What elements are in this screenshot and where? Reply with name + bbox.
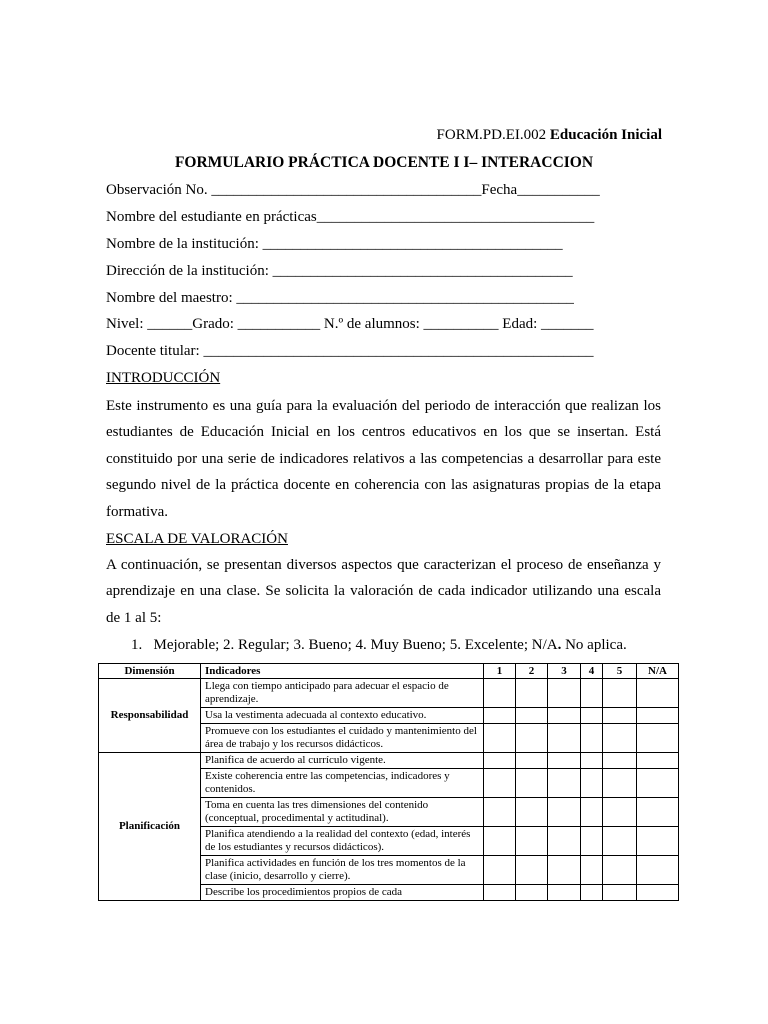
rating-cell-1[interactable] [484,798,516,827]
rating-cell-4[interactable] [581,708,603,724]
header-col-4: 4 [581,664,603,679]
rating-cell-5[interactable] [603,724,637,753]
escala-paragraph [106,552,661,631]
rating-cell-3[interactable] [548,885,581,901]
document-title: FORMULARIO PRÁCTICA DOCENTE I I– INTERACCION [174,154,594,171]
header-col-1: 1 [484,664,516,679]
indicator-cell: Promueve con los estudiantes el cuidado y mantenimiento del área de trabajo y los recursos didácticos. [201,724,484,753]
scale-item-dot: . [557,637,562,653]
rating-cell-4[interactable] [581,769,603,798]
rating-cell-4[interactable] [581,798,603,827]
rating-cell-na[interactable] [637,885,679,901]
rating-cell-1[interactable] [484,724,516,753]
rating-cell-1[interactable] [484,708,516,724]
rating-cell-2[interactable] [516,827,548,856]
dimension-planificacion: Planificación [99,753,201,901]
field-nivel: Nivel: ______Grado: ___________ N.º de alumnos: __________ Edad: _______ [106,316,594,332]
table-row [99,679,679,708]
header-dimension: Dimensión [99,664,201,679]
field-institucion: Nombre de la institución: ________________________________________ [106,236,563,252]
indicator-cell: Describe los procedimientos propios de cada [201,885,484,901]
rating-cell-2[interactable] [516,769,548,798]
header-col-5: 5 [603,664,637,679]
rating-cell-1[interactable] [484,753,516,769]
introduccion-paragraph [106,393,661,525]
rating-cell-5[interactable] [603,753,637,769]
indicator-cell: Llega con tiempo anticipado para adecuar el espacio de aprendizaje. [201,679,484,708]
rating-cell-2[interactable] [516,708,548,724]
rating-cell-2[interactable] [516,724,548,753]
rating-cell-na[interactable] [637,856,679,885]
rating-cell-5[interactable] [603,856,637,885]
paragraph-line: aprendizaje en una clase. Se solicita la valoración de cada indicador utilizando una escala [106,583,661,600]
paragraph-line: estudiantes de Educación Inicial en los centros educativos en los que se insertan. Está [106,424,661,441]
paragraph-line: de 1 al 5: [106,609,162,626]
rating-cell-3[interactable] [548,827,581,856]
rating-cell-1[interactable] [484,679,516,708]
paragraph-line: formativa. [106,503,169,520]
evaluation-table [98,663,679,901]
header-col-3: 3 [548,664,581,679]
escala-heading: ESCALA DE VALORACIÓN [106,531,288,547]
rating-cell-4[interactable] [581,753,603,769]
indicator-cell: Existe coherencia entre las competencias, indicadores y contenidos. [201,769,484,798]
rating-cell-2[interactable] [516,679,548,708]
form-code-number: FORM.PD.EI.002 [436,127,547,143]
indicator-cell: Usa la vestimenta adecuada al contexto educativo. [201,708,484,724]
header-indicadores: Indicadores [201,664,484,679]
dimension-responsabilidad: Responsabilidad [99,679,201,753]
rating-cell-3[interactable] [548,856,581,885]
rating-cell-5[interactable] [603,708,637,724]
rating-cell-na[interactable] [637,708,679,724]
rating-cell-4[interactable] [581,827,603,856]
rating-cell-3[interactable] [548,679,581,708]
header-col-2: 2 [516,664,548,679]
rating-cell-2[interactable] [516,753,548,769]
rating-cell-3[interactable] [548,724,581,753]
header-col-na: N/A [637,664,679,679]
rating-cell-na[interactable] [637,798,679,827]
introduccion-heading: INTRODUCCIÓN [106,370,221,386]
field-estudiante: Nombre del estudiante en prácticas_____________________________________ [106,209,595,225]
table-row [99,753,679,769]
rating-cell-na[interactable] [637,827,679,856]
rating-cell-3[interactable] [548,753,581,769]
rating-cell-5[interactable] [603,798,637,827]
indicator-cell: Planifica de acuerdo al currículo vigente. [201,753,484,769]
rating-cell-5[interactable] [603,885,637,901]
rating-cell-1[interactable] [484,856,516,885]
rating-cell-5[interactable] [603,769,637,798]
indicator-cell: Toma en cuenta las tres dimensiones del contenido (conceptual, procedimental y actitudinal). [201,798,484,827]
form-code [437,127,662,144]
rating-cell-5[interactable] [603,827,637,856]
rating-cell-2[interactable] [516,798,548,827]
paragraph-line: segundo nivel de la práctica docente en coherencia con las asignaturas propias de la etapa [106,477,661,494]
rating-cell-na[interactable] [637,724,679,753]
table-header-row [99,664,679,679]
rating-cell-5[interactable] [603,679,637,708]
indicator-cell: Planifica actividades en función de los tres momentos de la clase (inicio, desarrollo y cierre). [201,856,484,885]
scale-item-number: 1. [131,637,143,653]
scale-item-tail: No aplica. [561,637,627,653]
rating-cell-na[interactable] [637,679,679,708]
field-observacion: Observación No. ____________________________________Fecha___________ [106,182,600,198]
rating-cell-3[interactable] [548,708,581,724]
paragraph-line: A continuación, se presentan diversos aspectos que caracterizan el proceso de enseñanza y [106,557,661,573]
field-direccion: Dirección de la institución: ________________________________________ [106,263,573,279]
rating-cell-2[interactable] [516,856,548,885]
rating-cell-4[interactable] [581,856,603,885]
rating-cell-1[interactable] [484,827,516,856]
rating-cell-na[interactable] [637,753,679,769]
rating-cell-3[interactable] [548,769,581,798]
field-docente: Docente titular: ____________________________________________________ [106,343,594,359]
rating-cell-4[interactable] [581,724,603,753]
rating-cell-4[interactable] [581,885,603,901]
rating-cell-na[interactable] [637,769,679,798]
scale-item-text: Mejorable; 2. Regular; 3. Bueno; 4. Muy Bueno; 5. Excelente; N/A [153,637,558,653]
rating-cell-3[interactable] [548,798,581,827]
field-maestro: Nombre del maestro: _____________________________________________ [106,290,574,306]
paragraph-line: Este instrumento es una guía para la evaluación del periodo de interacción que realizan los [106,398,661,414]
paragraph-line: constituido por una serie de indicadores relativos a las competencias a desarrollar para este [106,450,661,467]
form-program: Educación Inicial [549,127,662,143]
rating-cell-1[interactable] [484,885,516,901]
rating-cell-4[interactable] [581,679,603,708]
indicator-cell: Planifica atendiendo a la realidad del contexto (edad, interés de los estudiantes y recursos didácticos). [201,827,484,856]
rating-cell-1[interactable] [484,769,516,798]
rating-cell-2[interactable] [516,885,548,901]
scale-list-item [131,637,627,654]
